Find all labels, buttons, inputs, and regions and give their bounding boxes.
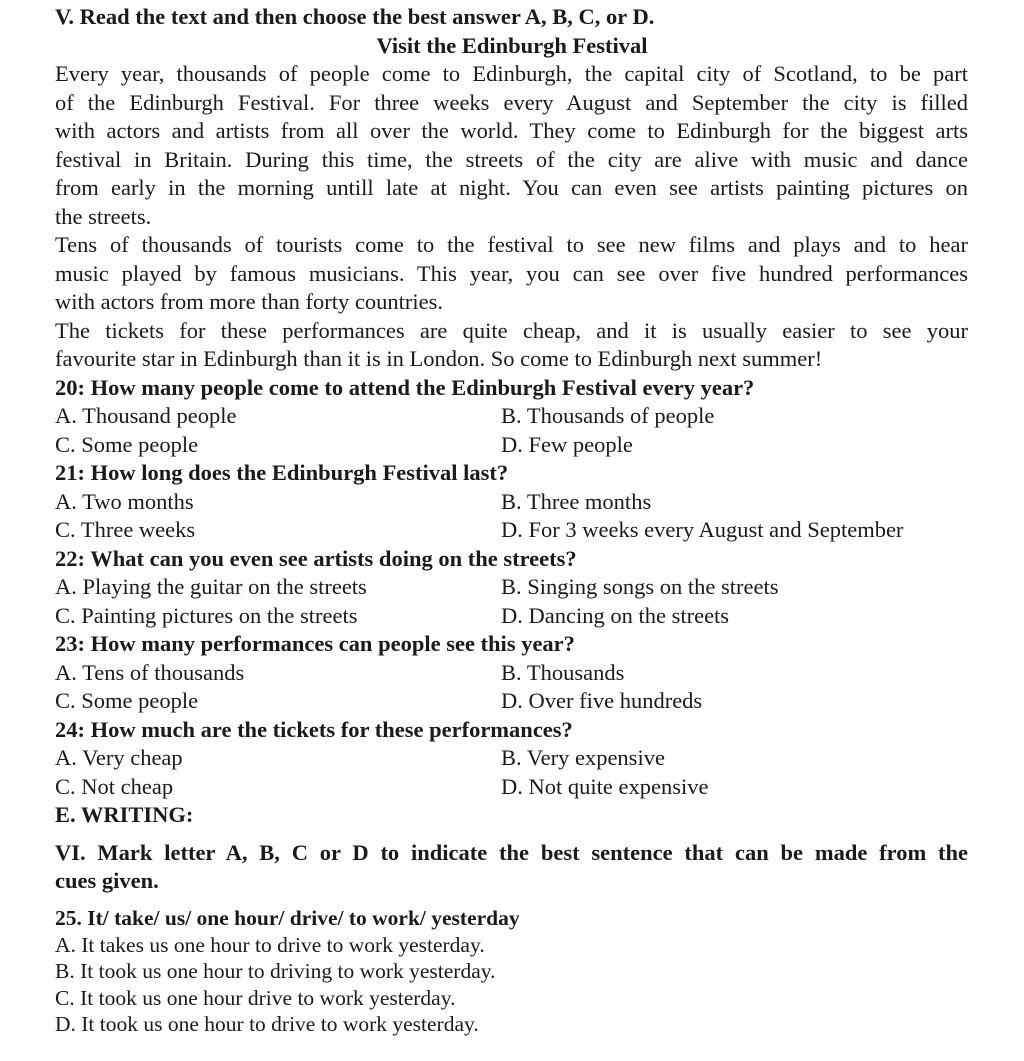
question-23: 23: How many performances can people see this year? <box>55 631 575 656</box>
option-c: C. Three weeks <box>55 517 196 542</box>
passage-line: Every year, thousands of people come to Edinburgh, the capital city of Scotland, to be part <box>55 61 968 86</box>
passage-line: from early in the morning untill late at night. You can even see artists painting pictures on <box>55 175 968 200</box>
option-b: B. Thousands of people <box>501 403 715 428</box>
option-d: D. Not quite expensive <box>501 774 709 799</box>
passage-line: music played by famous musicians. This year, you can see over five hundred performances <box>55 261 968 286</box>
passage-line: favourite star in Edinburgh than it is in London. So come to Edinburgh next summer! <box>55 346 823 371</box>
passage-line: with actors and artists from all over the world. They come to Edinburgh for the biggest arts <box>55 118 968 143</box>
option-b: B. Thousands <box>501 660 625 685</box>
option-c: C. Some people <box>55 432 199 457</box>
option-c: C. Painting pictures on the streets <box>55 603 358 628</box>
passage-line: festival in Britain. During this time, the streets of the city are alive with music and dance <box>55 147 968 172</box>
passage-line: Tens of thousands of tourists come to the festival to see new films and plays and to hear <box>55 232 968 257</box>
question-22: 22: What can you even see artists doing on the streets? <box>55 546 577 571</box>
passage-title: Visit the Edinburgh Festival <box>376 33 648 58</box>
writing-heading: E. WRITING: <box>55 802 194 827</box>
passage-line: The tickets for these performances are quite cheap, and it is usually easier to see your <box>55 318 968 343</box>
option-a: A. Two months <box>55 489 194 514</box>
option-c: C. It took us one hour drive to work yesterday. <box>55 986 456 1010</box>
option-b: B. Three months <box>501 489 652 514</box>
section-5-instruction: V. Read the text and then choose the best answer A, B, C, or D. <box>55 4 655 29</box>
option-d: D. Dancing on the streets <box>501 603 730 628</box>
option-d: D. Over five hundreds <box>501 688 703 713</box>
question-21: 21: How long does the Edinburgh Festival last? <box>55 460 509 485</box>
section-6-instruction-cont: cues given. <box>55 868 159 893</box>
section-6-instruction: VI. Mark letter A, B, C or D to indicate the best sentence that can be made from the <box>55 840 968 865</box>
option-b: B. Very expensive <box>501 745 665 770</box>
option-d: D. It took us one hour to drive to work yesterday. <box>55 1012 479 1036</box>
option-d: D. Few people <box>501 432 633 457</box>
option-a: A. Tens of thousands <box>55 660 245 685</box>
option-a: A. Thousand people <box>55 403 237 428</box>
question-24: 24: How much are the tickets for these performances? <box>55 717 573 742</box>
option-c: C. Some people <box>55 688 199 713</box>
option-d: D. For 3 weeks every August and September <box>501 517 904 542</box>
option-a: A. Very cheap <box>55 745 183 770</box>
option-a: A. It takes us one hour to drive to work yesterday. <box>55 933 485 957</box>
option-b: B. It took us one hour to driving to work yesterday. <box>55 959 496 983</box>
passage-line: of the Edinburgh Festival. For three weeks every August and September the city is filled <box>55 90 968 115</box>
option-a: A. Playing the guitar on the streets <box>55 574 367 599</box>
passage-line: with actors from more than forty countries. <box>55 289 444 314</box>
passage-line: the streets. <box>55 204 152 229</box>
option-b: B. Singing songs on the streets <box>501 574 779 599</box>
question-20: 20: How many people come to attend the Edinburgh Festival every year? <box>55 375 755 400</box>
question-25: 25. It/ take/ us/ one hour/ drive/ to work/ yesterday <box>55 906 520 930</box>
option-c: C. Not cheap <box>55 774 174 799</box>
